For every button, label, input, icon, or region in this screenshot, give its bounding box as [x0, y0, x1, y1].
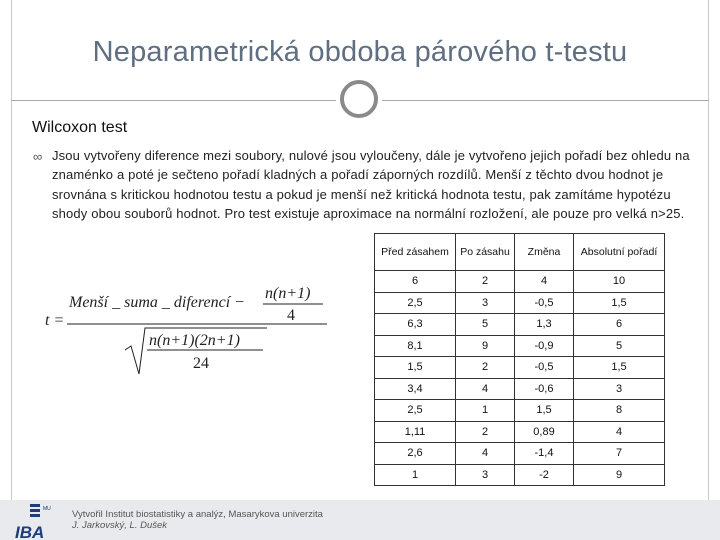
cell-before: 6: [375, 271, 456, 293]
table-row: [375, 421, 665, 443]
cell-change: 1,5: [515, 400, 574, 422]
cell-change: 4: [515, 271, 574, 293]
cell-after: 2: [456, 271, 515, 293]
cell-before: 6,3: [375, 314, 456, 336]
cell-change: -0,6: [515, 378, 574, 400]
formula-lhs: t =: [45, 312, 65, 329]
cell-after: 2: [456, 357, 515, 379]
cell-rank: 1,5: [574, 292, 665, 314]
formula-frac-bottom: 4: [287, 307, 295, 324]
title-divider-right: [382, 100, 709, 101]
footer-credits: [72, 509, 323, 531]
cell-after: 1: [456, 400, 515, 422]
bullet-text: Jsou vytvořeny diference mezi soubory, nulové jsou vyloučeny, dále je vytvořeno jejich pořadí bez ohledu na znaménko a poté je sečteno pořadí kladných a pořadí záporných rozdílů. Menší z těchto dvou hodnot je srovnána s kritickou hodnotou testu a pokud je menší než kritická hodnota testu, pak zamítáme hypotézu shody obou souborů hodnot. Pro test existuje aproximace na normální rozložení, ale pouze pro velká n>25.: [52, 148, 690, 222]
header-change: Změna: [515, 234, 574, 271]
cell-rank: 4: [574, 421, 665, 443]
formula-denominator-bottom: 24: [193, 355, 209, 372]
footer-authors: J. Jarkovský, L. Dušek: [72, 520, 168, 531]
cell-rank: 8: [574, 400, 665, 422]
table-header-row: [375, 234, 665, 271]
wilcoxon-formula: [45, 278, 335, 378]
header-after: Po zásahu: [456, 234, 515, 271]
cell-change: -0,5: [515, 292, 574, 314]
cell-rank: 10: [574, 271, 665, 293]
table-row: [375, 378, 665, 400]
table-row: [375, 335, 665, 357]
cell-before: 1: [375, 464, 456, 486]
header-before: Před zásahem: [375, 234, 456, 271]
formula-numerator-term: Menší _ suma _ diferencí −: [69, 294, 245, 311]
table-row: [375, 357, 665, 379]
cell-change: -0,5: [515, 357, 574, 379]
cell-after: 4: [456, 378, 515, 400]
cell-change: -0,9: [515, 335, 574, 357]
cell-rank: 5: [574, 335, 665, 357]
cell-change: -1,4: [515, 443, 574, 465]
cell-after: 3: [456, 292, 515, 314]
cell-before: 1,5: [375, 357, 456, 379]
cell-rank: 1,5: [574, 357, 665, 379]
header-rank: Absolutní pořadí: [574, 234, 665, 271]
title-divider-left: [11, 100, 336, 101]
cell-before: 8,1: [375, 335, 456, 357]
cell-rank: 9: [574, 464, 665, 486]
table-row: [375, 443, 665, 465]
cell-rank: 7: [574, 443, 665, 465]
cell-before: 2,5: [375, 400, 456, 422]
table-row: [375, 271, 665, 293]
cell-rank: 6: [574, 314, 665, 336]
logo-small-text: MU: [43, 506, 51, 512]
cell-change: 0,89: [515, 421, 574, 443]
table-row: [375, 400, 665, 422]
formula-denominator-top: n(n+1)(2n+1): [149, 332, 240, 349]
data-table: [374, 233, 665, 486]
cell-before: 2,5: [375, 292, 456, 314]
divider-ring-icon: [340, 80, 378, 118]
table-row: [375, 464, 665, 486]
logo-text: IBA: [15, 523, 45, 540]
cell-after: 2: [456, 421, 515, 443]
table-row: [375, 292, 665, 314]
iba-logo-icon: [14, 502, 54, 540]
bullet-icon: ∞: [33, 149, 43, 164]
table-row: [375, 314, 665, 336]
footer-institute: Vytvořil Institut biostatistiky a analýz, Masarykova univerzita: [72, 509, 323, 520]
cell-after: 9: [456, 335, 515, 357]
cell-after: 5: [456, 314, 515, 336]
section-subtitle: Wilcoxon test: [32, 119, 128, 136]
slide-title: Neparametrická obdoba párového t-testu: [92, 36, 628, 68]
formula-frac-top: n(n+1): [265, 285, 311, 302]
cell-before: 1,11: [375, 421, 456, 443]
cell-after: 3: [456, 464, 515, 486]
cell-before: 3,4: [375, 378, 456, 400]
cell-before: 2,6: [375, 443, 456, 465]
cell-change: -2: [515, 464, 574, 486]
cell-rank: 3: [574, 378, 665, 400]
cell-after: 4: [456, 443, 515, 465]
cell-change: 1,3: [515, 314, 574, 336]
